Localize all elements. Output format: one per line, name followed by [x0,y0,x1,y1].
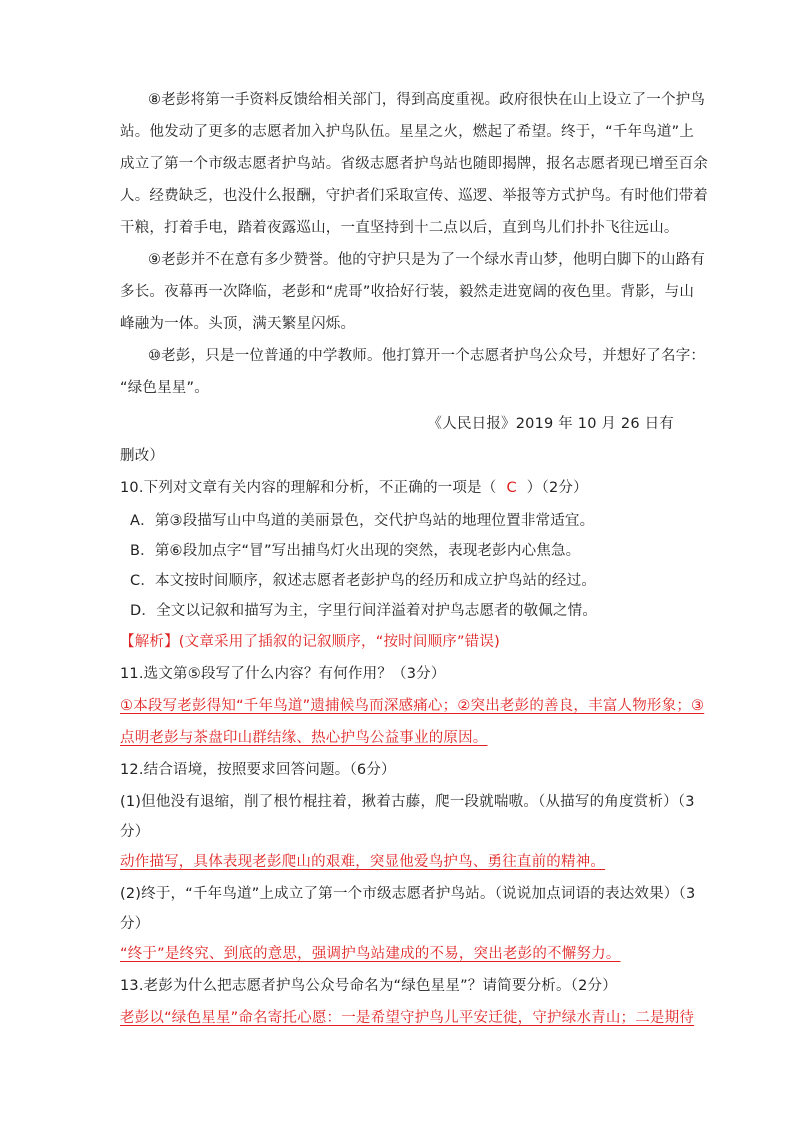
question-10-stem-post: ）（2分） [526,480,588,496]
question-12-sub-2-line-2: 分） [120,916,150,932]
source-citation: 《人民日报》2019 年 10 月 26 日有 [427,416,674,432]
paragraph-8-line-4: 人。经费缺乏，也没什么报酬，守护者们采取宣传、巡逻、举报等方式护鸟。有时他们带着 [120,188,708,204]
question-10-option-a: A．第③段描写山中鸟道的美丽景色，交代护鸟站的地理位置非常适宜。 [130,513,595,529]
question-10-answer: C [506,480,517,496]
paragraph-9-line-3: 峰融为一体。头顶，满天繁星闪烁。 [120,316,356,332]
question-12-sub-1-line-1: (1)但他没有退缩，削了根竹棍拄着，揪着古藤，爬一段就喘嗷。（从描写的角度赏析）（3 [120,794,695,810]
question-13-stem: 13.老彭为什么把志愿者护鸟公众号命名为“绿色星星”？请简要分析。（2分） [120,978,617,994]
question-12-sub-1-answer: 动作描写，具体表现老彭爬山的艰难，突显他爱鸟护鸟、勇往直前的精神。 [120,854,606,870]
question-13-answer-line-1: 老彭以“绿色星星”命名寄托心愿：一是希望守护鸟儿平安迁徙，守护绿水青山；二是期待 [120,1010,695,1026]
question-12-stem: 12.结合语境，按照要求回答问题。（6分） [120,762,396,778]
paragraph-8-line-2: 站。他发动了更多的志愿者加入护鸟队伍。星星之火，燃起了希望。终于，“千年鸟道”上 [120,124,695,140]
source-citation-cont: 删改） [120,448,165,464]
question-10-option-c: C．本文按时间顺序，叙述志愿者老彭护鸟的经历和成立护鸟站的经过。 [130,573,597,589]
paragraph-9-line-2: 多长。夜幕再一次降临，老彭和“虎哥”收拾好行装，毅然走进宽阔的夜色里。背影，与山 [120,284,695,300]
paragraph-10-line-1: ⑩老彭，只是一位普通的中学教师。他打算开一个志愿者护鸟公众号，并想好了名字： [148,348,706,364]
question-10-stem-pre: 10.下列对文章有关内容的理解和分析，不正确的一项是（ [120,480,497,496]
paragraph-8-line-5: 干粮，打着手电，踏着夜露巡山，一直坚持到十二点以后，直到鸟儿们扑扑飞往远山。 [120,220,679,236]
question-10-option-d: D．全文以记叙和描写为主，字里行间洋溢着对护鸟志愿者的敬佩之情。 [130,603,598,619]
question-12-sub-2-line-1: (2)终于，“千年鸟道”上成立了第一个市级志愿者护鸟站。（说说加点词语的表达效果）（3 [120,886,696,902]
question-12-sub-1-line-2: 分） [120,824,150,840]
question-10-option-b: B．第⑥段加点字“冒”写出捕鸟灯火出现的突然，表现老彭内心焦急。 [130,543,581,559]
paragraph-8-line-1: ⑧老彭将第一手资料反馈给相关部门，得到高度重视。政府很快在山上设立了一个护鸟 [148,92,706,108]
paragraph-9-line-1: ⑨老彭并不在意有多少赞誉。他的守护只是为了一个绿水青山梦，他明白脚下的山路有 [148,252,706,268]
question-11-answer-line-2: 点明老彭与茶盘印山群结缘、热心护鸟公益事业的原因。 [120,730,488,746]
paragraph-10-line-2: “绿色星星”。 [120,380,209,396]
paragraph-8-line-3: 成立了第一个市级志愿者护鸟站。省级志愿者护鸟站也随即揭牌，报名志愿者现已增至百余 [120,156,708,172]
question-12-sub-2-answer: “终于”是终究、到底的意思，强调护鸟站建成的不易，突出老彭的不懈努力。 [120,946,621,962]
question-10-analysis: 【解析】(文章采用了插叙的记叙顺序，“按时间顺序”错误) [120,634,500,650]
question-11-stem: 11.选文第⑤段写了什么内容？有何作用？（3分） [120,666,446,682]
question-11-answer-line-1: ①本段写老彭得知“千年鸟道”遗捕候鸟而深感痛心；②突出老彭的善良，丰富人物形象；③ [120,698,705,714]
question-10-stem [120,478,588,498]
